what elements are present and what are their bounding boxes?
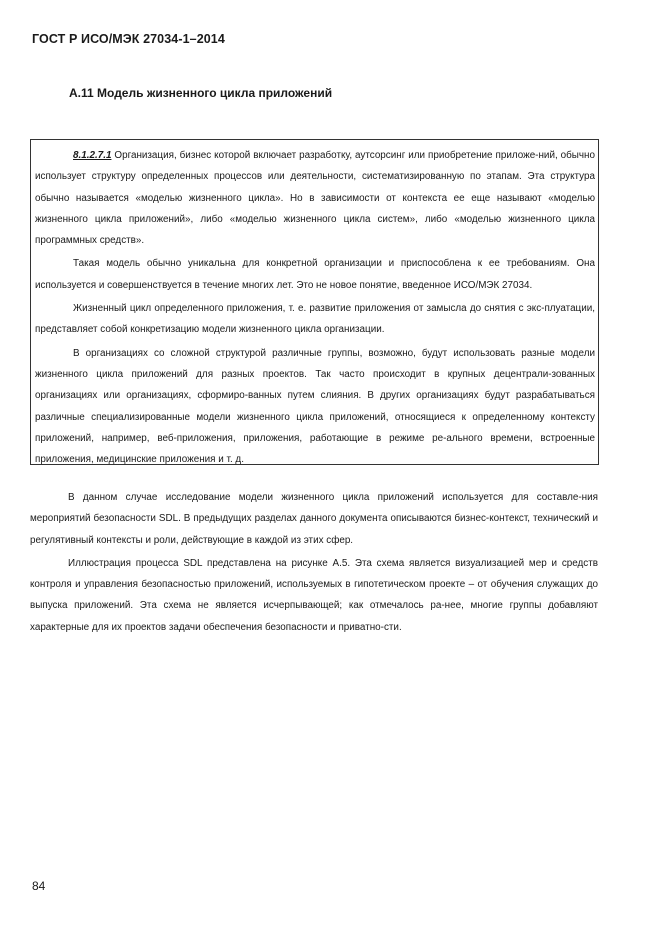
section-title: А.11 Модель жизненного цикла приложений [69,86,333,100]
note-paragraph: В организациях со сложной структурой различные группы, возможно, будут использовать разные модели жизненного цикла приложений для разных проектов. Так часто происходит в крупных децентрали-зованных организациях или организациях, сформиро-ванных путем слияния. В других организациях будут разрабатываться различные специализированные модели жизненного цикла приложений, относящиеся к определенному контексту приложений, например, веб-приложения, приложения, работающие в режиме ре-ального времени, встроенные приложения, медицинские приложения и т. д. [35,347,595,466]
body-paragraph: Иллюстрация процесса SDL представлена на рисунке А.5. Эта схема является визуализацией мер и средств контроля и управления безопасностью приложений, используемых в гипотетическом проекте – от обучения служащих до выпуска приложений. Эта схема не является исчерпывающей; как отмечалось ра-нее, многие группы добавляют характерные для их проектов задачи обеспечения безопасности и приватно-сти. [30,557,598,633]
note-paragraph: 8.1.2.7.1 Организация, бизнес которой включает разработку, аутсорсинг или приобретение приложе-ний, обычно использует структуру определенных процессов или деятельности, систематизированную по этапам. Эта структура обычно называется «моделью жизненного цикла». Но в зависимости от контекста ее еще называют «моделью жизненного цикла приложений», либо «моделью жизненного цикла систем», либо «моделью жизненного цикла программных средств». [35,150,595,247]
body-paragraph: В данном случае исследование модели жизненного цикла приложений используется для составле-ния мероприятий безопасности SDL. В предыдущих разделах данного документа описываются бизнес-контекст, технический и регулятивный контексты и роли, действующие в каждой из этих сфер. [30,492,598,546]
boxed-note [30,139,599,465]
note-paragraph: Такая модель обычно уникальна для конкретной организации и приспособлена к ее требованиям. Она используется и совершенствуется в течение многих лет. Это не новое понятие, введенное ИСО/МЭК 27034. [35,258,595,291]
clause-reference: 8.1.2.7.1 [73,150,112,161]
page-number: 84 [32,879,46,893]
body-text [30,487,598,638]
document-header: ГОСТ Р ИСО/МЭК 27034-1–2014 [32,32,225,46]
note-paragraph: Жизненный цикл определенного приложения, т. е. развитие приложения от замысла до снятия с экс-плуатации, представляет собой конкретизацию модели жизненного цикла организации. [35,303,595,336]
